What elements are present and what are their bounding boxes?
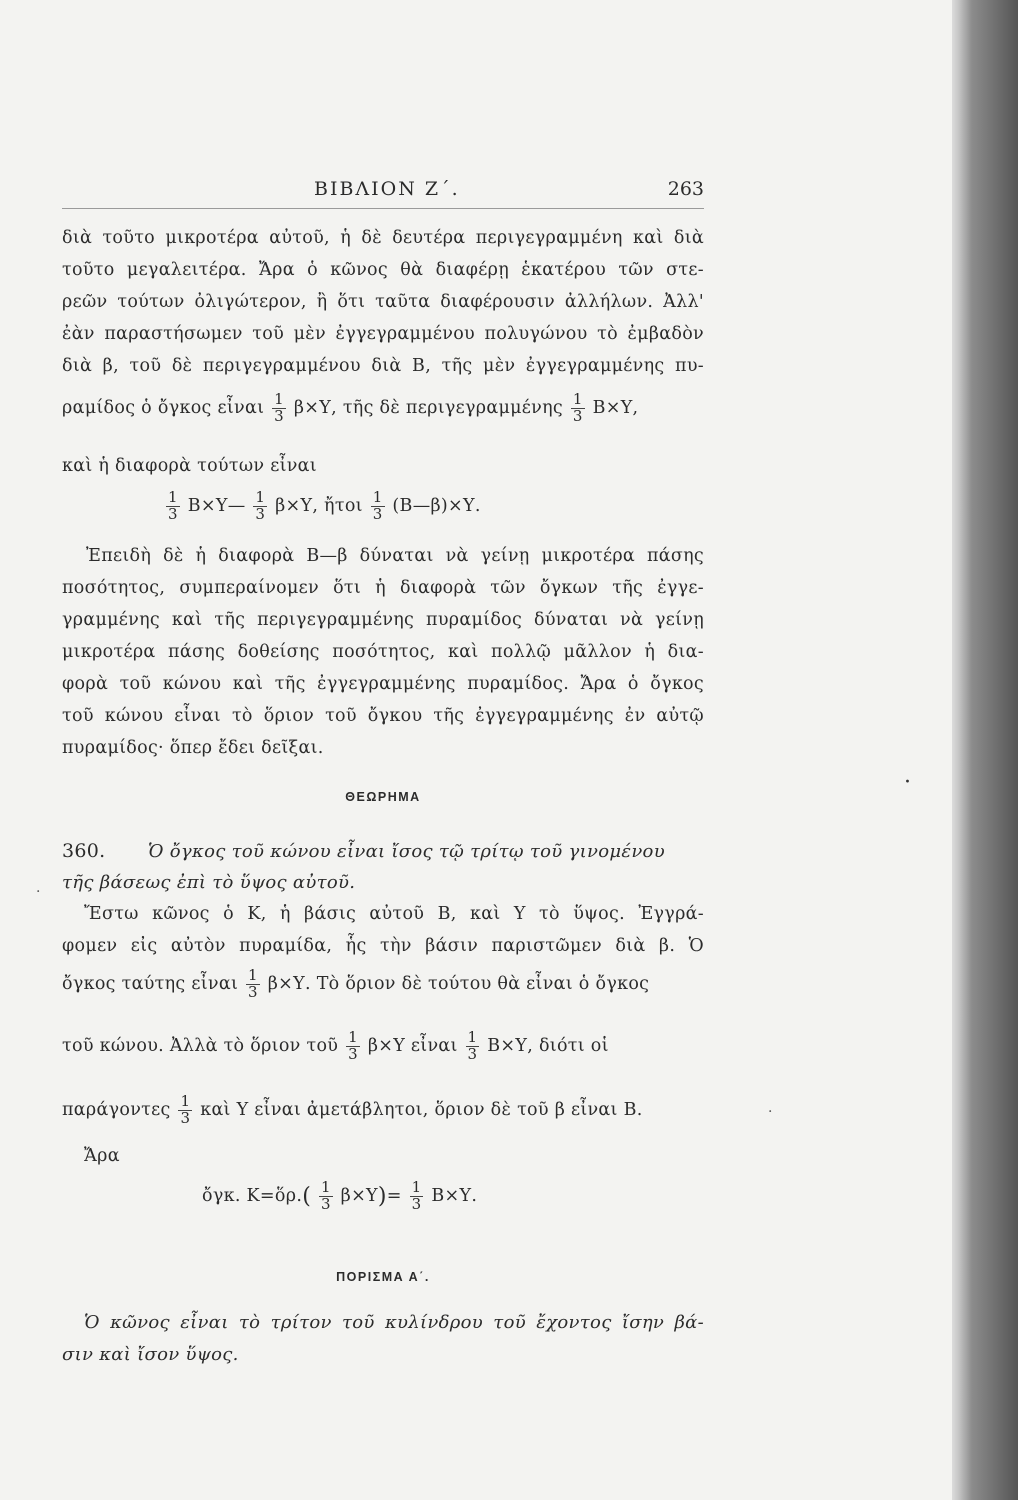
margin-mark: · [768,1104,773,1120]
fraction [410,1180,424,1213]
text-line: Ἄρα [84,1146,120,1166]
fraction-denominator: 3 [168,504,178,523]
fraction-numerator: 1 [180,1092,191,1110]
fraction [166,490,180,523]
text-segment: β×Υ εἶναι [367,1035,458,1056]
page-number: 263 [667,178,704,200]
text-line: Ἔστω κῶνος ὁ Κ, ἡ βάσις αὐτοῦ Β, καὶ Υ τὸ ὕψος. Ἐγγρά- [84,904,704,924]
text-segment: β×Υ, τῆς δὲ περιγεγραμμένης [293,397,563,418]
text-line-with-fractions [62,1094,704,1127]
text-line: Ἐπειδὴ δὲ ἡ διαφορὰ Β—β δύναται νὰ γείνῃ μικροτέρα πάσης [86,546,704,566]
text-line-with-fractions [62,392,704,425]
corollary-text: σιν καὶ ἴσον ὕψος. [62,1344,239,1365]
text-line: τοῦτο μεγαλειτέρα. Ἄρα ὁ κῶνος θὰ διαφέρῃ ἑκατέρου τῶν στε- [62,260,704,280]
text-segment: ραμίδος ὁ ὄγκος εἶναι [62,397,265,418]
fraction [272,392,286,425]
text-line: ἐὰν παραστήσωμεν τοῦ μὲν ἐγγεγραμμένου πολυγώνου τὸ ἐμβαδὸν [62,324,704,344]
fraction-numerator: 1 [467,1028,478,1046]
fraction-denominator: 3 [255,504,266,523]
fraction-numerator: 1 [274,390,284,408]
text-segment: β×Υ. Τὸ ὅριον δὲ τούτου θὰ εἶναι ὁ ὄγκος [267,973,650,994]
fraction-denominator: 3 [274,406,284,425]
equation-term: β×Υ [340,1185,378,1206]
header-title: ΒΙΒΛΙΟΝ Ζ΄. [314,178,460,200]
text-line: ποσότητος, συμπεραίνομεν ὅτι ἡ διαφορὰ τῶν ὄγκων τῆς ἐγγε- [62,578,704,598]
fraction-denominator: 3 [411,1194,422,1213]
corollary-heading: ΠΟΡΙΣΜΑ Α΄. [336,1270,430,1284]
text-segment: Β×Υ, [592,397,639,418]
fraction-denominator: 3 [248,982,258,1001]
text-line: γραμμένης καὶ τῆς περιγεγραμμένης πυραμίδος δύναται νὰ γείνῃ [62,610,704,630]
fraction-numerator: 1 [372,488,383,506]
text-line-with-fractions [62,968,704,1001]
theorem-heading: ΘΕΩΡΗΜΑ [345,790,421,804]
equation-term: Β×Υ. [431,1185,478,1206]
text-segment: τοῦ κώνου. Ἀλλὰ τὸ ὅριον τοῦ [62,1035,339,1056]
book-spine-edge [952,0,1018,1500]
fraction-numerator: 1 [255,488,266,506]
fraction-denominator: 3 [348,1044,358,1063]
fraction [346,1030,360,1063]
fraction-denominator: 3 [572,406,583,425]
text-segment: Β×Υ, διότι οἱ [487,1035,609,1056]
text-segment: ὄγκος ταύτης εἶναι [62,973,239,994]
left-paren: ( [302,1183,312,1209]
equation-cone-volume [62,1180,704,1213]
theorem-text: Ὁ ὄγκος τοῦ κώνου εἶναι ἴσος τῷ τρίτῳ τοῦ γινομένου [148,841,665,862]
equation-term: (Β—β)×Υ. [392,495,481,516]
text-line: διὰ τοῦτο μικροτέρα αὐτοῦ, ἡ δὲ δευτέρα περιγεγραμμένη καὶ διὰ [62,228,704,248]
fraction-numerator: 1 [348,1028,358,1046]
equation-term: β×Υ, ἤτοι [275,495,363,516]
margin-mark: · [904,770,911,795]
equation-term: ὄγκ. Κ=ὅρ. [202,1185,303,1206]
text-segment: καὶ Υ εἶναι ἀμετάβλητοι, ὅριον δὲ τοῦ β εἶναι Β. [200,1099,643,1120]
fraction-denominator: 3 [320,1194,331,1213]
text-segment: παράγοντες [62,1099,171,1120]
equation-term: Β×Υ— [187,495,246,516]
fraction [466,1030,480,1063]
fraction [253,490,267,523]
equation-difference [62,490,704,523]
corollary-text: Ὁ κῶνος εἶναι τὸ τρίτον τοῦ κυλίνδρου τοῦ ἔχοντος ἴσην βά- [84,1312,704,1333]
right-paren: ) [377,1183,387,1209]
margin-mark: · [36,884,41,900]
fraction [246,968,260,1001]
text-line: καὶ ἡ διαφορὰ τούτων εἶναι [62,456,317,476]
fraction [371,490,385,523]
fraction-numerator: 1 [168,488,178,506]
fraction-numerator: 1 [411,1178,422,1196]
fraction-denominator: 3 [467,1044,478,1063]
fraction-denominator: 3 [372,504,383,523]
text-line: φομεν εἰς αὐτὸν πυραμίδα, ἧς τὴν βάσιν παριστῶμεν διὰ β. Ὁ [62,936,704,956]
theorem-number: 360. [62,840,106,862]
fraction [319,1180,333,1213]
text-line: τοῦ κώνου εἶναι τὸ ὅριον τοῦ ὄγκου τῆς ἐγγεγραμμένης ἐν αὐτῷ [62,706,704,726]
fraction [571,392,585,425]
text-line: ρεῶν τούτων ὀλιγώτερον, ἢ ὅτι ταῦτα διαφέρουσιν ἀλλήλων. Ἀλλ' [62,292,704,312]
fraction-numerator: 1 [572,390,583,408]
equals-sign: = [386,1185,402,1206]
text-line: διὰ β, τοῦ δὲ περιγεγραμμένου διὰ Β, τῆς μὲν ἐγγεγραμμένης πυ- [62,356,704,376]
fraction-denominator: 3 [180,1108,191,1127]
fraction-numerator: 1 [248,966,258,984]
text-line: μικροτέρα πάσης δοθείσης ποσότητος, καὶ πολλῷ μᾶλλον ἡ δια- [62,642,704,662]
page-header [62,178,704,209]
text-line: πυραμίδος· ὅπερ ἔδει δεῖξαι. [62,738,324,758]
theorem-text: τῆς βάσεως ἐπὶ τὸ ὕψος αὐτοῦ. [62,872,356,893]
fraction-numerator: 1 [320,1178,331,1196]
fraction [178,1094,192,1127]
theorem-statement [62,840,704,862]
text-line-with-fractions [62,1030,704,1063]
text-line: φορὰ τοῦ κώνου καὶ τῆς ἐγγεγραμμένης πυραμίδος. Ἄρα ὁ ὄγκος [62,674,704,694]
